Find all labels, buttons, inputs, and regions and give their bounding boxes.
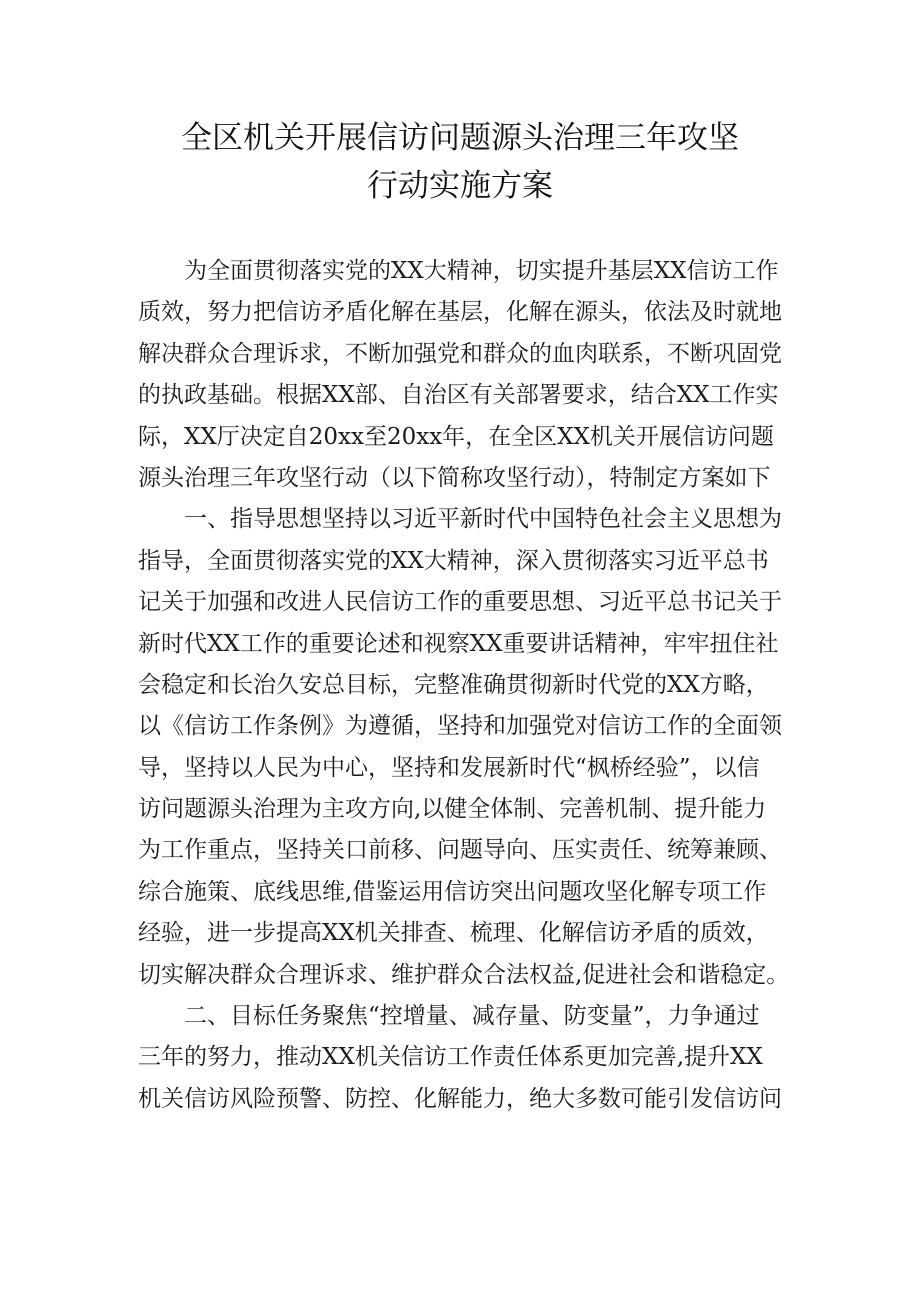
paragraph-line: 源头治理三年攻坚行动（以下简称攻坚行动），特制定方案如下 [138,464,771,491]
paragraph-line: 指导，全面贯彻落实党的XX大精神，深入贯彻落实习近平总书 [138,547,769,574]
paragraph-line: 质效，努力把信访矛盾化解在基层，化解在源头，依法及时就地 [138,299,782,326]
paragraph-line: 二、目标任务聚焦“控增量、减存量、防变量”，力争通过 [184,1003,760,1030]
document-body [138,251,798,1120]
paragraph-line: 会稳定和长治久安总目标，完整准确贯彻新时代党的XX方略， [138,671,769,698]
paragraph-line: 综合施策、底线思维,借鉴运用信访突出问题攻坚化解专项工作 [138,878,767,905]
paragraph-line: 三年的努力，推动XX机关信访工作责任体系更加完善,提升XX [138,1044,763,1071]
paragraph-line: 经验，进一步提高XX机关排查、梳理、化解信访矛盾的质效， [138,920,769,947]
paragraph-line: 的执政基础。根据XX部、自治区有关部署要求，结合XX工作实 [138,382,779,409]
paragraph-line: 机关信访风险预警、防控、化解能力，绝大多数可能引发信访问 [138,1085,782,1112]
paragraph-line: 记关于加强和改进人民信访工作的重要思想、习近平总书记关于 [138,589,782,616]
document-title [0,114,920,210]
paragraph-line: 切实解决群众合理诉求、维护群众合法权益,促进社会和谐稳定。 [138,961,790,988]
paragraph-line: 导，坚持以人民为中心，坚持和发展新时代“枫桥经验”，以信 [138,754,760,781]
paragraph-line: 以《信访工作条例》为遵循，坚持和加强党对信访工作的全面领 [138,713,782,740]
paragraph-line: 为全面贯彻落实党的XX大精神，切实提升基层XX信访工作 [184,258,779,284]
title-line: 行动实施方案 [367,168,553,204]
paragraph-line: 际，XX厅决定自20xx至20xx年，在全区XX机关开展信访问题 [138,423,774,450]
paragraph-line: 解决群众合理诉求，不断加强党和群众的血肉联系，不断巩固党 [138,340,782,367]
title-line: 全区机关开展信访问题源头治理三年攻坚 [181,120,739,156]
paragraph-line: 一、指导思想坚持以习近平新时代中国特色社会主义思想为 [184,506,782,533]
paragraph-line: 为工作重点，坚持关口前移、问题导向、压实责任、统筹兼顾、 [138,837,782,864]
paragraph-line: 访问题源头治理为主攻方向,以健全体制、完善机制、提升能力 [138,796,767,823]
paragraph-line: 新时代XX工作的重要论述和视察XX重要讲话精神，牢牢扭住社 [138,630,779,657]
